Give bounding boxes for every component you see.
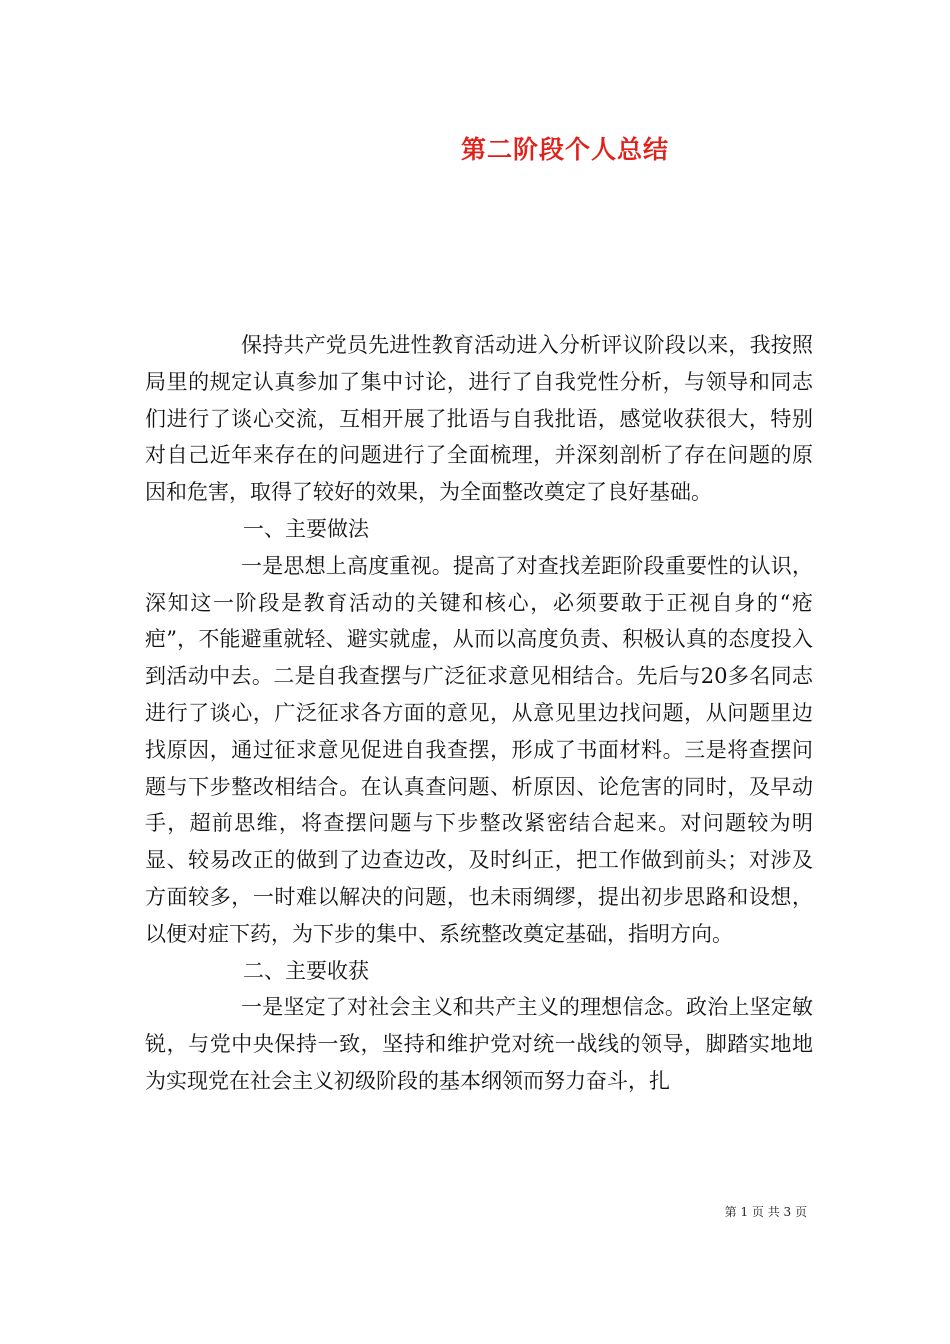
document-title: 第二阶段个人总结 <box>460 135 669 164</box>
page-number: 第 1 页 共 3 页 <box>724 1205 807 1219</box>
section-heading-gains: 二、主要收获 <box>243 958 369 983</box>
practices-paragraph: 一是思想上高度重视。提高了对查找差距阶段重要性的认识，深知这一阶段是教育活动的关键和核心，必须要敢于正视自身的“疮疤”，不能避重就轻、避实就虚，从而以高度负责、积极认真的态度投入到活动中去。二是自我查摆与广泛征求意见相结合。先后与20多名同志进行了谈心，广泛征求各方面的意见，从意见里边找问题，从问题里边找原因，通过征求意见促进自我查摆，形成了书面材料。三是将查摆问题与下步整改相结合。在认真查问题、析原因、论危害的同时，及早动手，超前思维，将查摆问题与下步整改紧密结合起来。对问题较为明显、较易改正的做到了边查边改，及时纠正，把工作做到前头；对涉及方面较多，一时难以解决的问题，也未雨绸缪，提出初步思路和设想，以便对症下药，为下步的集中、系统整改奠定基础，指明方向。 <box>145 553 813 946</box>
section-heading-practices: 一、主要做法 <box>243 516 369 541</box>
intro-paragraph: 保持共产党员先进性教育活动进入分析评议阶段以来，我按照局里的规定认真参加了集中讨论，进行了自我党性分析，与领导和同志们进行了谈心交流，互相开展了批语与自我批语，感觉收获很大，特别对自己近年来存在的问题进行了全面梳理，并深刻剖析了存在问题的原因和危害，取得了较好的效果，为全面整改奠定了良好基础。 <box>145 333 813 505</box>
document-body <box>145 327 813 1100</box>
gains-paragraph: 一是坚定了对社会主义和共产主义的理想信念。政治上坚定敏锐，与党中央保持一致，坚持和维护党对统一战线的领导，脚踏实地地为实现党在社会主义初级阶段的基本纲领而努力奋斗，扎 <box>145 995 813 1093</box>
